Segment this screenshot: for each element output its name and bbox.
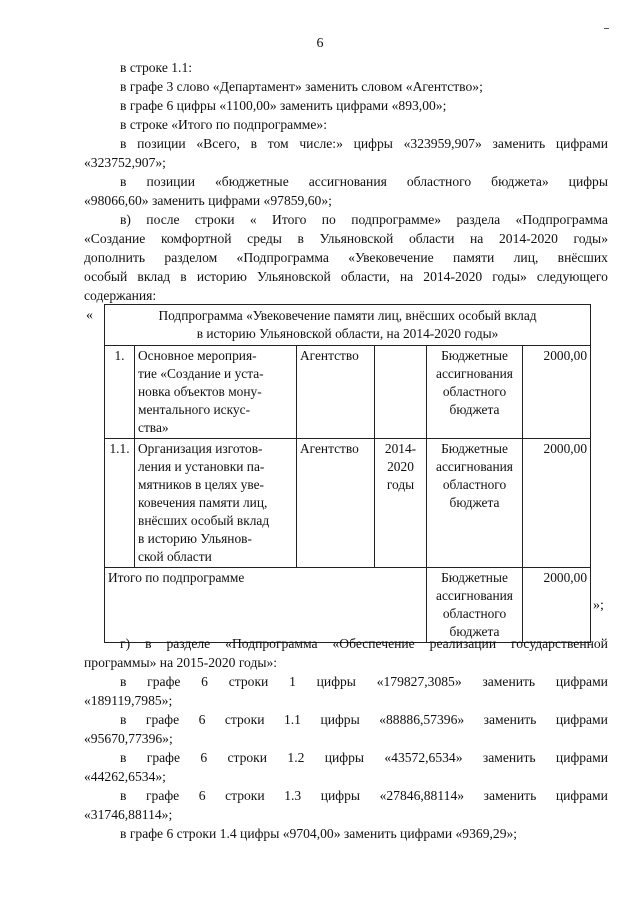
word: подпрограмме» — [351, 212, 442, 227]
justified-line — [120, 786, 608, 805]
justified-line — [120, 210, 608, 229]
cell-line: бюджета — [449, 402, 500, 417]
amendment-line: содержания: — [84, 288, 157, 303]
word: дополнить — [84, 250, 146, 265]
word: 2014-2020 — [423, 269, 483, 284]
word: 6 — [200, 750, 208, 765]
executor: Агентство — [297, 346, 375, 439]
word: строки — [194, 212, 235, 227]
scan-mark — [604, 28, 609, 29]
word: цифрами — [555, 712, 608, 727]
cell-line: 2014- — [384, 441, 417, 456]
word: памяти — [452, 250, 495, 265]
cell-line: ления и установки па- — [138, 459, 265, 474]
word: цифрами — [555, 750, 608, 765]
amendment-line: в графе 6 цифры «1100,00» заменить цифрами «893,00»; — [120, 98, 447, 113]
cell-line: ской области — [138, 549, 212, 564]
word: на — [470, 231, 484, 246]
word: после — [146, 212, 180, 227]
word: в — [120, 174, 127, 189]
word: 1.3 — [284, 788, 302, 803]
table-header-row — [105, 305, 591, 346]
word: «Создание — [84, 231, 146, 246]
cell-line: бюджета — [449, 624, 500, 639]
word: государственной — [511, 636, 608, 651]
word: комфортной — [160, 231, 232, 246]
word: области — [408, 231, 455, 246]
row-number: 1.1. — [105, 439, 135, 568]
word: в) — [120, 212, 131, 227]
word: лиц, — [513, 250, 539, 265]
word: Итого — [272, 212, 307, 227]
amendment-line: «31746,88114»; — [84, 807, 173, 822]
word: цифры — [324, 750, 365, 765]
cell-line: Бюджетные — [441, 348, 508, 363]
word: реализации — [429, 636, 497, 651]
activity-name — [135, 439, 297, 568]
word: графе — [145, 712, 180, 727]
amendment-line: в строке 1.1: — [120, 60, 193, 75]
justified-line — [84, 267, 608, 286]
word: графе — [145, 788, 180, 803]
word: заменить — [492, 136, 546, 151]
word: цифрами — [555, 788, 608, 803]
period — [375, 439, 427, 568]
row-number: 1. — [105, 346, 135, 439]
period — [375, 346, 427, 439]
table-total-row — [105, 568, 591, 643]
amount: 2000,00 — [523, 439, 591, 568]
word: годы» — [573, 231, 608, 246]
word: строки — [228, 674, 269, 689]
executor: Агентство — [297, 439, 375, 568]
word: заменить — [482, 750, 536, 765]
word: цифры — [316, 674, 356, 689]
word: в — [297, 231, 304, 246]
subprogram-title: в историю Ульяновской области, на 2014-2020 годы» — [196, 326, 499, 341]
word: цифры — [320, 788, 361, 803]
word: г) — [120, 636, 131, 651]
word: «Подпрограмма — [515, 212, 608, 227]
word: строки — [224, 712, 265, 727]
funding-source — [427, 439, 523, 568]
word: раздела — [456, 212, 501, 227]
amount: 2000,00 — [523, 346, 591, 439]
quote-close: »; — [593, 598, 604, 613]
word: 1.2 — [287, 750, 305, 765]
amendment-line: программы» на 2015-2020 годы»: — [84, 655, 278, 670]
cell-line: тие «Создание и уста- — [138, 366, 264, 381]
total-label: Итого по подпрограмме — [105, 568, 427, 643]
word: «Обеспечение — [332, 636, 415, 651]
word: заменить — [483, 788, 537, 803]
cell-line: областного — [442, 606, 507, 621]
funding-source — [427, 346, 523, 439]
word: том — [267, 136, 289, 151]
word: «Подпрограмма — [236, 250, 329, 265]
word: заменить — [483, 712, 537, 727]
cell-line: 2020 — [387, 459, 414, 474]
cell-line: годы — [386, 477, 415, 492]
page-number: 6 — [316, 36, 324, 51]
amendment-line: в графе 6 строки 1.4 цифры «9704,00» заменить цифрами «9369,29»; — [120, 826, 518, 841]
word: бюджета» — [491, 174, 549, 189]
word: 1 — [289, 674, 296, 689]
word: ассигнования — [308, 174, 387, 189]
cell-line: областного — [442, 477, 507, 492]
cell-line: бюджета — [449, 495, 500, 510]
word: следующего — [536, 269, 608, 284]
cell-line: Бюджетные — [441, 441, 508, 456]
word: цифры — [353, 136, 393, 151]
amendment-line: «189119,7985»; — [84, 693, 173, 708]
word: позиции — [137, 136, 186, 151]
activity-name — [135, 346, 297, 439]
justified-line — [120, 172, 608, 191]
table-row — [105, 346, 591, 439]
cell-line: ментального искус- — [138, 402, 251, 417]
word: областного — [406, 174, 472, 189]
word: по — [321, 212, 336, 227]
word: на — [399, 269, 414, 284]
cell-line: ассигнования — [436, 366, 513, 381]
subprogram-table — [104, 304, 591, 643]
word: историю — [196, 269, 247, 284]
word: «88886,57396» — [379, 712, 465, 727]
table-row — [105, 439, 591, 568]
word: графе — [146, 750, 180, 765]
cell-line: областного — [442, 384, 507, 399]
word: «Подпрограмма — [225, 636, 318, 651]
word: разделом — [164, 250, 218, 265]
word: в — [250, 136, 258, 151]
word: Ульяновской — [319, 231, 394, 246]
word: « — [249, 212, 257, 227]
cell-line: новка объектов мону- — [138, 384, 262, 399]
word: цифры — [568, 174, 608, 189]
justified-line — [120, 748, 608, 767]
justified-line — [84, 248, 608, 267]
cell-line: в историю Ульянов- — [138, 531, 252, 546]
word: строки — [227, 750, 268, 765]
word: годы» — [492, 269, 527, 284]
cell-line: Бюджетные — [441, 570, 508, 585]
word: в — [120, 750, 127, 765]
word: позиции — [146, 174, 195, 189]
word: в — [120, 136, 127, 151]
word: «бюджетные — [215, 174, 289, 189]
word: особый — [84, 269, 128, 284]
word: 6 — [198, 788, 206, 803]
word: «43572,6534» — [384, 750, 463, 765]
word: заменить — [482, 674, 536, 689]
justified-line — [120, 672, 608, 691]
amount: 2000,00 — [523, 568, 591, 643]
word: «Всего, — [196, 136, 240, 151]
justified-line — [120, 710, 608, 729]
word: 6 — [201, 674, 208, 689]
amendment-line: «95670,77396»; — [84, 731, 173, 746]
word: «323959,907» — [403, 136, 482, 151]
amendment-line: в графе 3 слово «Департамент» заменить словом «Агентство»; — [120, 79, 483, 94]
word: разделе — [166, 636, 211, 651]
cell-line: ковечения памяти лиц, — [138, 495, 268, 510]
cell-line: внёсших особый вклад — [138, 513, 270, 528]
word: в — [180, 269, 187, 284]
word: цифры — [320, 712, 360, 727]
word: внёсших — [557, 250, 608, 265]
word: Ульяновской — [257, 269, 331, 284]
justified-line — [120, 634, 608, 653]
cell-line: ассигнования — [436, 459, 513, 474]
amendment-line: «323752,907»; — [84, 155, 166, 170]
funding-source — [427, 568, 523, 643]
word: в — [145, 636, 152, 651]
word: в — [120, 788, 127, 803]
word: цифрами — [555, 136, 608, 151]
amendment-line: в строке «Итого по подпрограмме»: — [120, 117, 328, 132]
justified-line — [84, 229, 608, 248]
cell-line: ассигнования — [436, 588, 513, 603]
word: «179827,3085» — [376, 674, 462, 689]
cell-line: ства» — [138, 420, 169, 435]
word: «Увековечение — [348, 250, 434, 265]
subprogram-title: Подпрограмма «Увековечение памяти лиц, внёсших особый вклад — [158, 308, 537, 323]
word: вклад — [137, 269, 171, 284]
word: цифрами — [555, 674, 608, 689]
justified-line — [120, 134, 608, 153]
word: числе:» — [299, 136, 343, 151]
table-header-cell — [105, 305, 591, 346]
word: области, — [340, 269, 390, 284]
amendment-line: «98066,60» заменить цифрами «97859,60»; — [84, 193, 332, 208]
word: в — [120, 674, 127, 689]
word: графе — [147, 674, 181, 689]
cell-line: мятников в целях уве- — [138, 477, 265, 492]
amendment-line: «44262,6534»; — [84, 769, 166, 784]
word: в — [120, 712, 127, 727]
quote-open: « — [86, 308, 93, 323]
word: 1.1 — [283, 712, 301, 727]
word: среды — [247, 231, 282, 246]
word: «27846,88114» — [379, 788, 465, 803]
cell-line: Основное мероприя- — [138, 348, 257, 363]
word: 2014-2020 — [498, 231, 558, 246]
word: 6 — [198, 712, 206, 727]
cell-line: Организация изготов- — [138, 441, 263, 456]
word: строки — [225, 788, 265, 803]
